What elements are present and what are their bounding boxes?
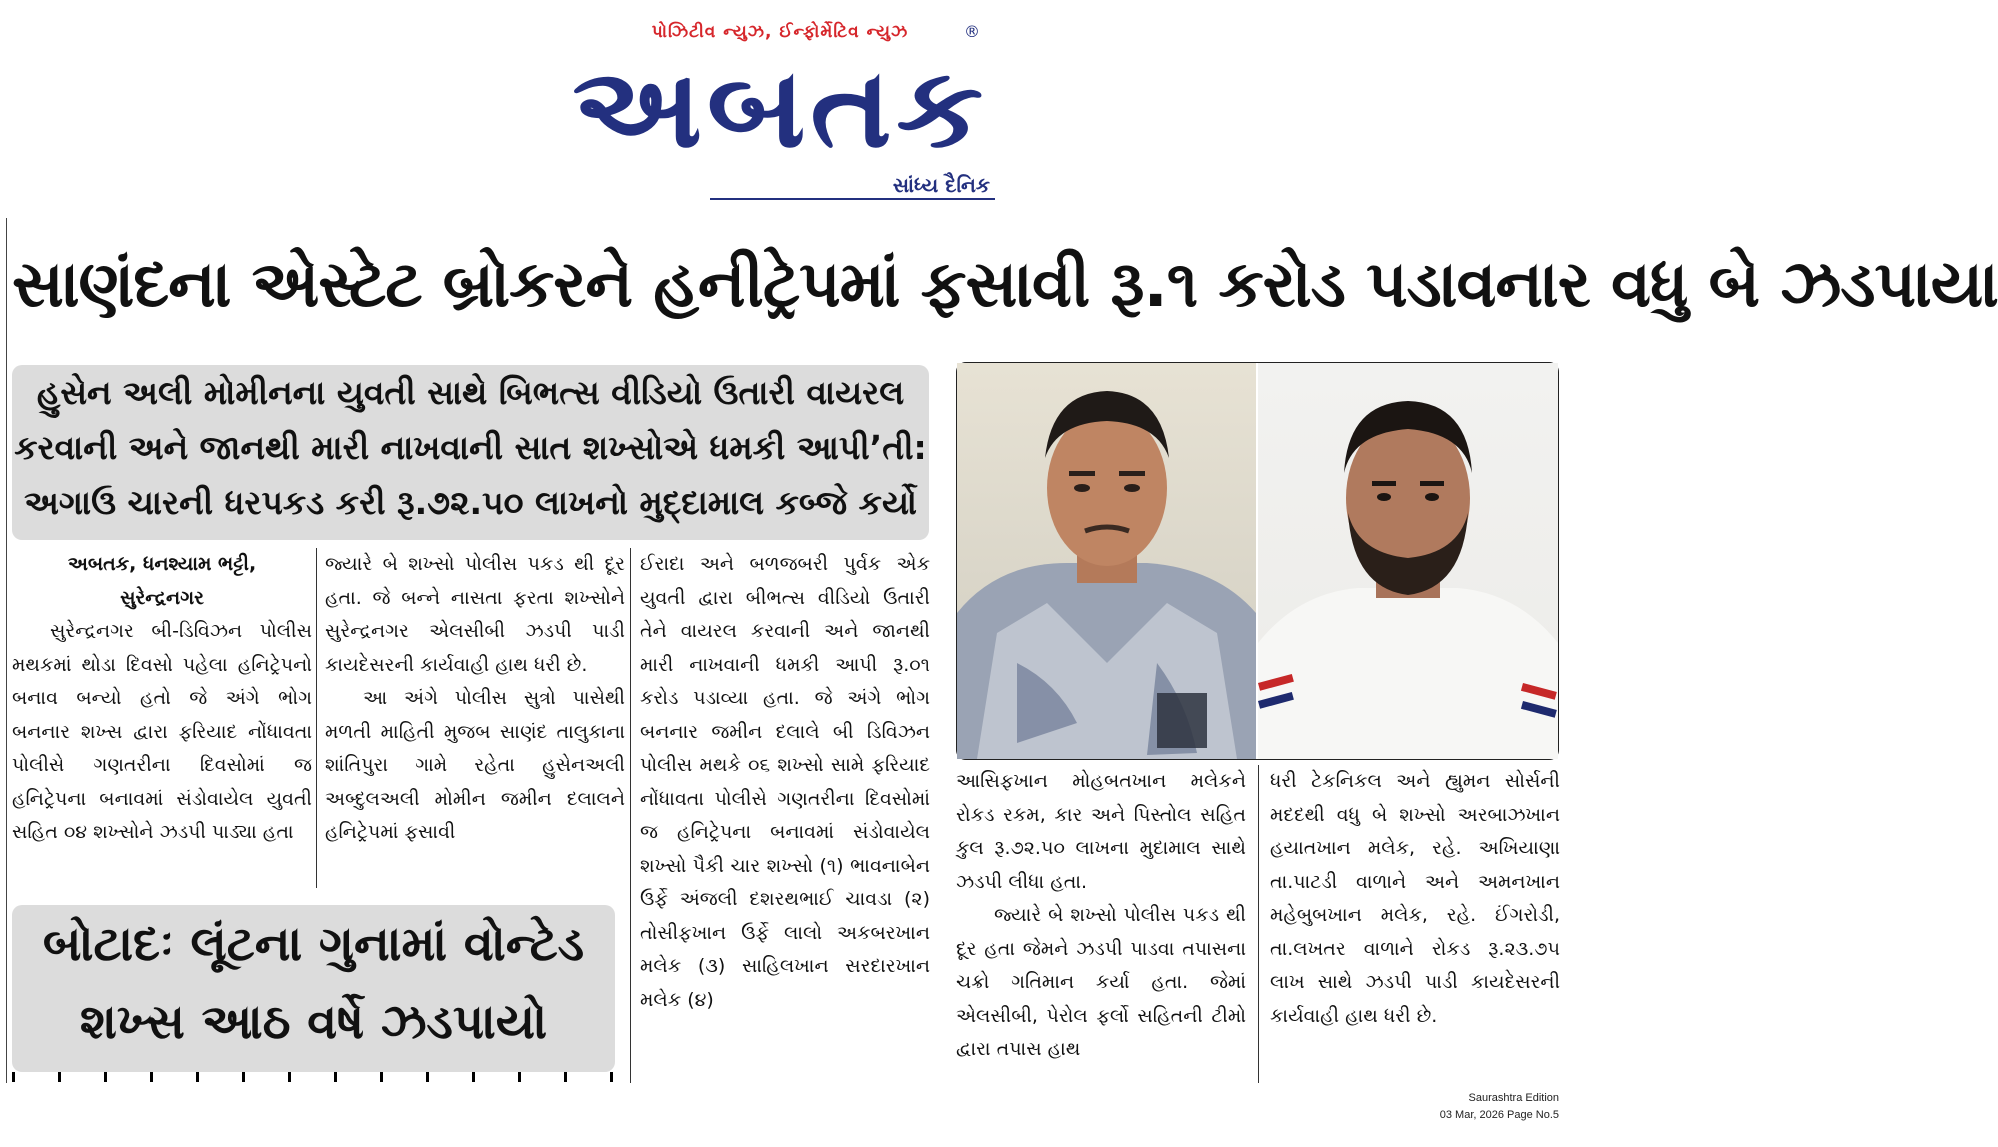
newspaper-logo: અબતક bbox=[572, 44, 988, 172]
article-paragraph: જ્યારે બે શખ્સો પોલીસ પકડ થી દૂર હતા જેમને ઝડપી પાડવા તપાસના ચક્રો ગતિમાન કર્યા હતા. જેમાં એલસીબી, પેરોલ ફર્લો સહિતની ટીમો દ્વારા તપાસ હાથ bbox=[956, 904, 1246, 1060]
subheadline-line: હુસેન અલી મોમીનના યુવતી સાથે બિભત્સ વીડિયો ઉતારી વાયરલ bbox=[36, 373, 905, 412]
date-page-label: 03 Mar, 2026 Page No.5 bbox=[1439, 1109, 1559, 1121]
article-column-5 bbox=[1270, 765, 1560, 1083]
article-column-4 bbox=[956, 765, 1246, 1083]
cut-off-text-line bbox=[12, 1072, 615, 1082]
subheadline-line: કરવાની અને જાનથી મારી નાખવાની સાત શખ્સોએ ધમકી આપી’તી: bbox=[14, 428, 927, 467]
edition-label: Saurashtra Edition bbox=[1468, 1092, 1559, 1104]
article-paragraph: આ અંગે પોલીસ સુત્રો પાસેથી મળતી માહિતી મુજબ સાણંદ તાલુકાના શાંતિપુરા ગામે રહેતા હુસેનઅલી અબ્દુલઅલી મોમીન જમીન દલાલને હનિટ્રેપમાં ફસાવી bbox=[325, 687, 625, 843]
person-photo-icon bbox=[957, 363, 1256, 759]
subheadline-box bbox=[12, 365, 929, 540]
column-divider bbox=[1258, 765, 1259, 1083]
article-paragraph: સુરેન્દ્રનગર બી-ડિવિઝન પોલીસ મથકમાં થોડા દિવસો પહેલા હનિટ્રેપનો બનાવ બન્યો હતો જે અંગે ભોગ બનનાર શખ્સ દ્વારા ફરિયાદ નોંધાવતા પોલીસે ગણતરીના દિવસોમાં જ હનિટ્રેપના બનાવમાં સંડોવાયેલ યુવતી સહિત ૦૪ શખ્સોને ઝડપી પાડ્યા હતા bbox=[12, 620, 312, 843]
column-divider bbox=[630, 548, 631, 1083]
article-paragraph: ઈરાદા અને બળજબરી પુર્વક એક યુવતી દ્વારા બીભત્સ વીડિયો ઉતારી તેને વાયરલ કરવાની અને જાનથી મારી નાખવાની ધમકી આપી રૂ.૦૧ કરોડ પડાવ્યા હતા. જે અંગે ભોગ બનનાર જમીન દલાલે બી ડિવિઝન પોલીસ મથકે ૦૬ શખ્સો સામે ફરિયાદ નોંધાવતા પોલીસે ગણતરીના દિવસોમાં જ હનિટ્રેપના બનાવમાં સંડોવાયેલ શખ્સો પૈકી ચાર શખ્સો (૧) ભાવનાબેન ઉર્ફે અંજલી દશરથભાઈ ચાવડા (૨) તોસીફખાન ઉર્ફે લાલો અકબરખાન મલેક (૩) સાહિલખાન સરદારખાન મલેક (૪) bbox=[640, 553, 930, 1011]
left-border-rule bbox=[6, 218, 7, 1083]
registered-mark: ® bbox=[964, 22, 980, 41]
masthead-rule bbox=[710, 198, 995, 200]
subheadline-line: અગાઉ ચારની ધરપકડ કરી રૂ.૭૨.૫૦ લાખનો મુદ્દામાલ કબ્જે કર્યો bbox=[24, 483, 917, 522]
article-paragraph: આસિફખાન મોહબતખાન મલેકને રોકડ રકમ, કાર અને પિસ્તોલ સહિત કુલ રૂ.૭૨.૫૦ લાખના મુદામાલ સાથે ઝડપી લીધા હતા. bbox=[956, 770, 1246, 893]
byline: અબતક, ધનશ્યામ ભટ્ટી, bbox=[67, 553, 257, 575]
masthead bbox=[540, 10, 1020, 210]
page-footer bbox=[1440, 1090, 1559, 1124]
column-divider bbox=[316, 548, 317, 888]
edition-type: સાંધ્ય દૈનિક bbox=[892, 173, 990, 197]
article-column-1 bbox=[12, 548, 312, 893]
accused-photo-2 bbox=[1258, 363, 1558, 759]
article-paragraph: ધરી ટેકનિકલ અને હ્યુમન સોર્સની મદદથી વધુ બે શખ્સો અરબાઝખાન હયાતખાન મલેક, રહે. અખિયાણા તા.પાટડી વાળાને અને અમનખાન મહેબુબખાન મલેક, રહે. ઈંગરોડી, તા.લખતર વાળાને રોકડ રૂ.૨૩.૭૫ લાખ સાથે ઝડપી પાડી કાયદેસરની કાર્યવાહી હાથ ધરી છે. bbox=[1270, 770, 1560, 1027]
article-column-2 bbox=[325, 548, 625, 893]
article-column-3 bbox=[640, 548, 930, 1083]
accused-photos bbox=[956, 362, 1559, 760]
accused-photo-1 bbox=[957, 363, 1256, 759]
byline-location: સુરેન્દ્રનગર bbox=[120, 586, 204, 609]
person-photo-icon bbox=[1258, 363, 1558, 759]
second-story-headline-box bbox=[12, 905, 615, 1072]
headline: સાણંદના એસ્ટેટ બ્રોકરને હનીટ્રેપમાં ફસાવી રૂ.૧ કરોડ પડાવનાર વધુ બે ઝડપાયા bbox=[12, 248, 1998, 322]
second-story-headline-line: શખ્સ આઠ વર્ષે ઝડપાયો bbox=[79, 994, 548, 1050]
masthead-tagline: પોઝિટીવ ન્યુઝ, ઈન્ફોર્મેટિવ ન્યુઝ bbox=[651, 22, 909, 42]
second-story-headline-line: બોટાદઃ લૂંટના ગુનામાં વોન્ટેડ bbox=[42, 916, 585, 972]
article-paragraph: જ્યારે બે શખ્સો પોલીસ પકડ થી દૂર હતા. જે બન્ને નાસતા ફરતા શખ્સોને સુરેન્દ્રનગર એલસીબી ઝડપી પાડી કાયદેસરની કાર્યવાહી હાથ ધરી છે. bbox=[325, 553, 625, 676]
